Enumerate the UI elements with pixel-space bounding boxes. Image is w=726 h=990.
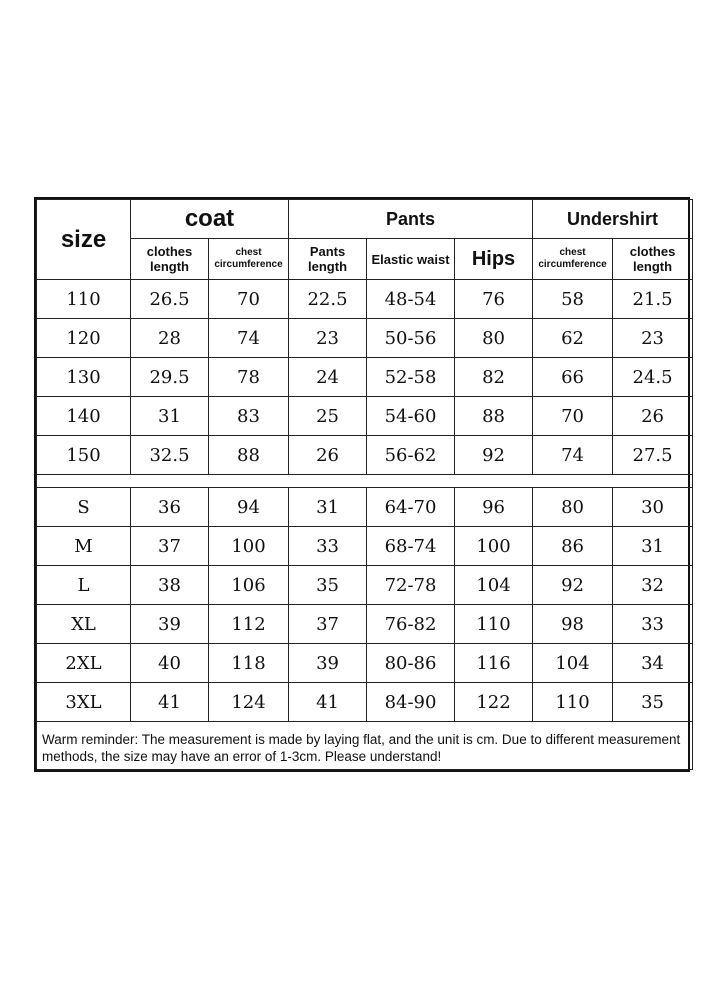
undershirt-length-cell: 21.5 [613,280,693,319]
coat-chest-cell: 70 [209,280,289,319]
undershirt-length-cell: 30 [613,488,693,527]
hips-cell: 92 [455,436,533,475]
coat-chest-cell: 124 [209,683,289,722]
size-cell: L [37,566,131,605]
size-chart [34,197,690,772]
size-cell: 120 [37,319,131,358]
hips-cell: 104 [455,566,533,605]
size-cell: XL [37,605,131,644]
hips-header: Hips [455,239,533,280]
hips-cell: 76 [455,280,533,319]
size-cell: 2XL [37,644,131,683]
coat-length-header: clothes length [131,239,209,280]
waist-cell: 76-82 [367,605,455,644]
waist-cell: 64-70 [367,488,455,527]
undershirt-chest-cell: 66 [533,358,613,397]
size-cell: 110 [37,280,131,319]
coat-length-cell: 32.5 [131,436,209,475]
table-row [37,527,693,566]
coat-chest-cell: 88 [209,436,289,475]
undershirt-chest-cell: 98 [533,605,613,644]
pants-length-cell: 35 [289,566,367,605]
pants-length-header: Pants length [289,239,367,280]
hips-cell: 116 [455,644,533,683]
table-row [37,488,693,527]
coat-chest-header: chest circumference [209,239,289,280]
undershirt-chest-cell: 110 [533,683,613,722]
coat-chest-cell: 74 [209,319,289,358]
waist-cell: 68-74 [367,527,455,566]
undershirt-chest-cell: 70 [533,397,613,436]
size-table [36,199,693,770]
coat-header: coat [131,200,289,239]
undershirt-chest-header: chest circumference [533,239,613,280]
coat-length-cell: 28 [131,319,209,358]
coat-length-cell: 36 [131,488,209,527]
table-row [37,319,693,358]
note-row [37,722,693,770]
pants-length-cell: 33 [289,527,367,566]
header-row-columns [37,239,693,280]
hips-cell: 88 [455,397,533,436]
undershirt-length-cell: 32 [613,566,693,605]
coat-chest-cell: 78 [209,358,289,397]
size-cell: 140 [37,397,131,436]
hips-cell: 82 [455,358,533,397]
pants-length-cell: 24 [289,358,367,397]
size-cell: M [37,527,131,566]
size-header: size [37,200,131,280]
undershirt-chest-cell: 74 [533,436,613,475]
pants-length-cell: 41 [289,683,367,722]
pants-length-cell: 26 [289,436,367,475]
pants-length-cell: 25 [289,397,367,436]
coat-length-cell: 29.5 [131,358,209,397]
undershirt-chest-cell: 104 [533,644,613,683]
pants-length-cell: 37 [289,605,367,644]
table-row [37,280,693,319]
coat-length-cell: 26.5 [131,280,209,319]
size-cell: 150 [37,436,131,475]
undershirt-length-cell: 26 [613,397,693,436]
undershirt-length-cell: 31 [613,527,693,566]
coat-length-cell: 31 [131,397,209,436]
waist-cell: 52-58 [367,358,455,397]
undershirt-length-cell: 35 [613,683,693,722]
hips-cell: 122 [455,683,533,722]
pants-length-cell: 22.5 [289,280,367,319]
pants-header: Pants [289,200,533,239]
hips-cell: 96 [455,488,533,527]
undershirt-header: Undershirt [533,200,693,239]
coat-chest-cell: 100 [209,527,289,566]
undershirt-chest-cell: 58 [533,280,613,319]
elastic-waist-header: Elastic waist [367,239,455,280]
hips-cell: 100 [455,527,533,566]
waist-cell: 48-54 [367,280,455,319]
coat-length-cell: 38 [131,566,209,605]
waist-cell: 80-86 [367,644,455,683]
coat-length-cell: 39 [131,605,209,644]
undershirt-length-cell: 33 [613,605,693,644]
undershirt-chest-cell: 86 [533,527,613,566]
table-row [37,397,693,436]
undershirt-length-cell: 34 [613,644,693,683]
undershirt-chest-cell: 92 [533,566,613,605]
hips-cell: 80 [455,319,533,358]
table-row [37,358,693,397]
coat-chest-cell: 112 [209,605,289,644]
coat-length-cell: 40 [131,644,209,683]
size-cell: 130 [37,358,131,397]
coat-chest-cell: 118 [209,644,289,683]
size-cell: 3XL [37,683,131,722]
coat-chest-cell: 83 [209,397,289,436]
pants-length-cell: 23 [289,319,367,358]
warm-reminder-note: Warm reminder: The measurement is made by laying flat, and the unit is cm. Due to different measurement methods, the size may have an error of 1-3cm. Please understand! [37,722,693,770]
undershirt-length-cell: 27.5 [613,436,693,475]
coat-length-cell: 41 [131,683,209,722]
waist-cell: 84-90 [367,683,455,722]
undershirt-chest-cell: 62 [533,319,613,358]
table-row [37,436,693,475]
table-row [37,566,693,605]
size-cell: S [37,488,131,527]
table-row [37,683,693,722]
undershirt-length-cell: 23 [613,319,693,358]
waist-cell: 72-78 [367,566,455,605]
waist-cell: 54-60 [367,397,455,436]
separator-row [37,475,693,488]
undershirt-length-cell: 24.5 [613,358,693,397]
undershirt-length-header: clothes length [613,239,693,280]
coat-chest-cell: 106 [209,566,289,605]
table-row [37,605,693,644]
hips-cell: 110 [455,605,533,644]
table-row [37,644,693,683]
waist-cell: 56-62 [367,436,455,475]
pants-length-cell: 39 [289,644,367,683]
coat-chest-cell: 94 [209,488,289,527]
undershirt-chest-cell: 80 [533,488,613,527]
header-row-groups [37,200,693,239]
coat-length-cell: 37 [131,527,209,566]
waist-cell: 50-56 [367,319,455,358]
separator-cell [37,475,693,488]
pants-length-cell: 31 [289,488,367,527]
